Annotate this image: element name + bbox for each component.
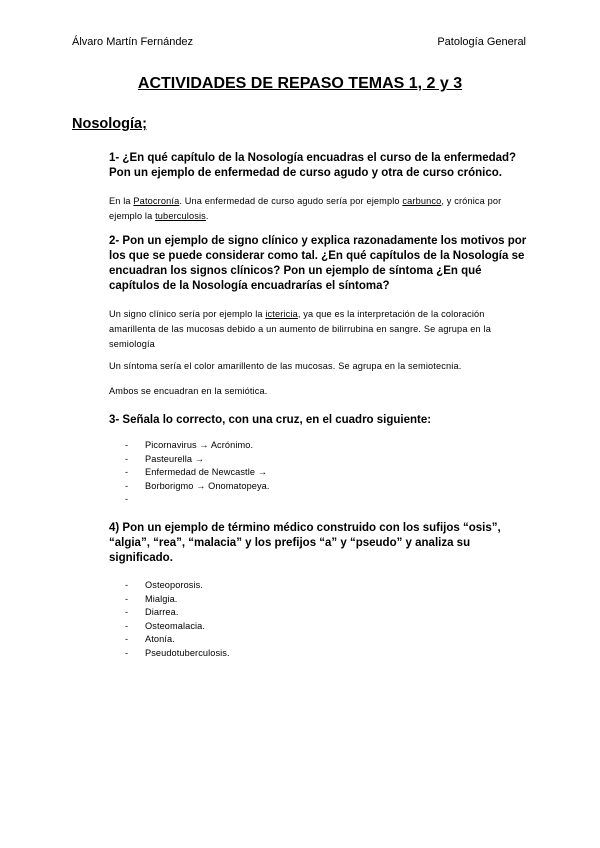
header-author: Álvaro Martín Fernández [72, 36, 194, 48]
answer-2c: Ambos se encuadran en la semiótica. [109, 386, 268, 396]
list-item: - Mialgia. [109, 593, 529, 607]
answer-1-end: . [205, 211, 209, 221]
question-1-text: 1- ¿En qué capítulo de la Nosología encuadras el curso de la enfermedad? Pon un ejemplo de enfermedad de curso agudo y otra de curso crónico. [109, 152, 517, 179]
list-item [109, 493, 529, 507]
list-item: - Osteomalacia. [109, 620, 529, 634]
question-3-list [109, 439, 529, 507]
term-ictericia: ictericia [265, 309, 298, 319]
answer-1-mid1: . Una enfermedad de curso agudo sería por ejemplo [179, 196, 403, 206]
list-item: - Pasteurella → [109, 453, 529, 467]
question-4-text: 4) Pon un ejemplo de término médico construido con los sufijos “osis”, “algia”, “rea”, “malacia” y los prefijos “a” y “pseudo” y analiza su significado. [109, 522, 501, 564]
list-item: - Pseudotuberculosis. [109, 647, 529, 661]
list-item: - Diarrea. [109, 606, 529, 620]
question-4-list [109, 579, 529, 661]
question-4 [109, 521, 529, 661]
answer-2a-pre: Un signo clínico sería por ejemplo la [109, 309, 266, 319]
question-2 [109, 234, 529, 399]
term-patocronia: Patocronía [133, 196, 180, 206]
question-3-text: 3- Señala lo correcto, con una cruz, en el cuadro siguiente: [109, 414, 432, 426]
question-3 [109, 413, 529, 507]
term-tuberculosis: tuberculosis [155, 211, 206, 221]
question-1 [109, 151, 529, 224]
answer-1 [109, 194, 529, 224]
section-heading: Nosología; [72, 116, 147, 132]
header-subject: Patología General [437, 36, 526, 48]
list-item: - Borborigmo → Onomatopeya. [109, 480, 529, 494]
list-item: - Atonía. [109, 633, 529, 647]
question-2-text: 2- Pon un ejemplo de signo clínico y explica razonadamente los motivos por los que se puede considerar como tal. ¿En qué capítulos de la Nosología se encuadran los signos clínicos? Pon un ejemplo de síntoma ¿En qué capítulos de la Nosología encuadrarías el síntoma? [109, 235, 527, 292]
term-carbunco: carbunco [402, 196, 442, 206]
page-title: ACTIVIDADES DE REPASO TEMAS 1, 2 y 3 [137, 75, 463, 92]
answer-1-pre: En la [109, 196, 134, 206]
page-header [72, 36, 526, 48]
list-item: - Enfermedad de Newcastle → [109, 466, 529, 480]
answer-2a [109, 307, 529, 352]
list-item: - Picornavirus → Acrónimo. [109, 439, 529, 453]
list-item: - Osteoporosis. [109, 579, 529, 593]
answer-2a-post: , ya que es la interpretación de la coloración amarillenta de las mucosas debido a un aumento de bilirrubina en sangre. Se agrupa en la semiología [109, 309, 491, 349]
answer-1-mid2: , y crónica por ejemplo la [109, 196, 502, 221]
answer-2b: Un síntoma sería el color amarillento de las mucosas. Se agrupa en la semiotecnia. [109, 361, 462, 371]
